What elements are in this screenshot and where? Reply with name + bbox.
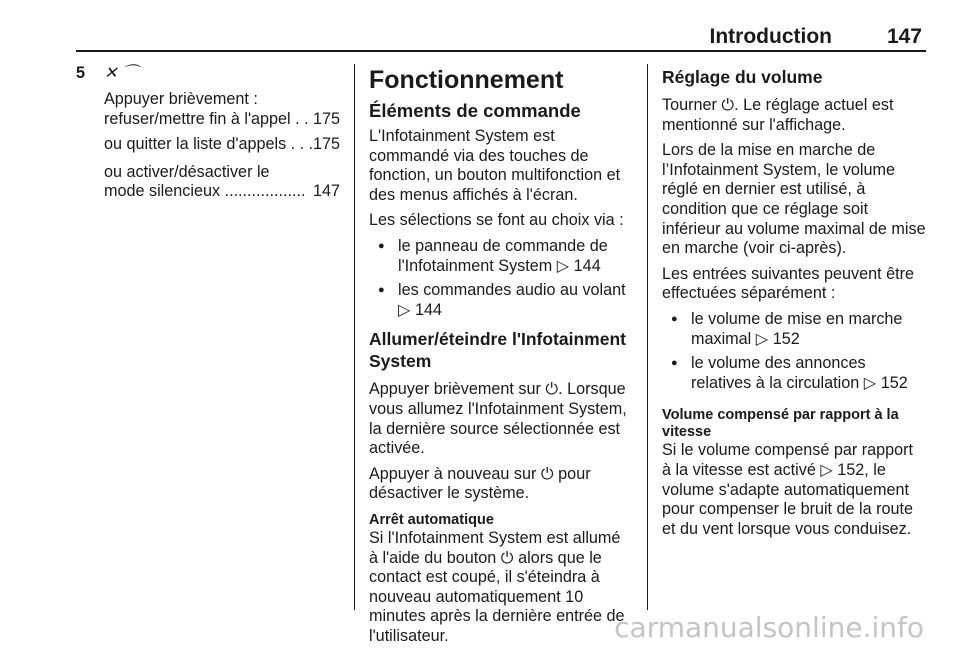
running-header-title: Introduction bbox=[709, 25, 832, 48]
bullet-list bbox=[662, 310, 926, 393]
section-title: Fonctionnement bbox=[369, 66, 564, 94]
subsection-title: Allumer/éteindre l'Infotainment System bbox=[369, 329, 626, 372]
item-instruction: Appuyer brièvement : bbox=[104, 90, 258, 108]
subsection-title: Réglage du volume bbox=[662, 67, 823, 87]
list-item: ● le panneau de commande de l'Infotainment System ▷ 144 bbox=[369, 237, 633, 276]
list-item: ● le volume de mise en marche maximal ▷ 152 bbox=[662, 310, 926, 349]
page-number: 147 bbox=[886, 25, 922, 48]
subheading: Arrêt automatique bbox=[369, 511, 494, 528]
column-volume bbox=[662, 64, 926, 545]
item-reference-reject-call: refuser/mettre fin à l'appel . . 175 bbox=[104, 109, 340, 128]
list-item: ● le volume des annonces relatives à la circulation ▷ 152 bbox=[662, 354, 926, 393]
paragraph: Si l'Infotainment System est allumé à l'aide du bouton ⏻ alors que le contact est coupé, il s'éteindra à nouveau automatiquement 10 minutes après la dernière entrée de l'utilisateur. bbox=[369, 528, 625, 645]
paragraph: Les sélections se font au choix via : bbox=[369, 211, 624, 230]
item-reference-silent-mode: ou activer/désactiver le mode silencieux .................. 147 bbox=[104, 162, 340, 201]
header-rule bbox=[76, 50, 926, 52]
column-operation bbox=[369, 64, 633, 652]
column-controls-list bbox=[76, 64, 340, 210]
paragraph: Lors de la mise en marche de l’Infotainment System, le volume réglé en dernier est utilisé, à condition que ce réglage soit inférieur au volume maximal de mise en marche (voir ci-après). bbox=[662, 141, 926, 258]
bullet-list bbox=[369, 237, 633, 320]
paragraph: Tourner ⏻. Le réglage actuel est mentionné sur l'affichage. bbox=[662, 96, 894, 134]
column-divider-right bbox=[647, 64, 648, 610]
paragraph: Appuyer brièvement sur ⏻. Lorsque vous allumez l'Infotainment System, la dernière source sélectionnée est activée. bbox=[369, 380, 627, 458]
phone-mute-icon: ✕ ⌒ bbox=[104, 64, 139, 82]
subheading: Volume compensé par rapport à la vitesse bbox=[662, 407, 899, 441]
column-divider-left bbox=[354, 64, 355, 610]
paragraph: Les entrées suivantes peuvent être effectuées séparément : bbox=[662, 264, 914, 303]
paragraph: Appuyer à nouveau sur ⏻ pour désactiver le système. bbox=[369, 464, 591, 503]
list-item: ● les commandes audio au volant ▷ 144 bbox=[369, 281, 633, 320]
paragraph: Si le volume compensé par rapport à la vitesse est activé ▷ 152, le volume s'adapte automatiquement pour compenser le bruit de la route et du vent lorsque vous conduisez. bbox=[662, 441, 914, 538]
item-reference-call-list: ou quitter la liste d'appels . . . 175 bbox=[104, 135, 340, 154]
watermark: carmanualsonline.info bbox=[614, 611, 924, 645]
paragraph: L'Infotainment System est commandé via des touches de fonction, un bouton multifonction et des menus affichés à l'écran. bbox=[369, 127, 621, 204]
item-number: 5 bbox=[76, 64, 86, 82]
control-item-5 bbox=[76, 64, 340, 129]
subsection-title: Éléments de commande bbox=[369, 100, 581, 121]
